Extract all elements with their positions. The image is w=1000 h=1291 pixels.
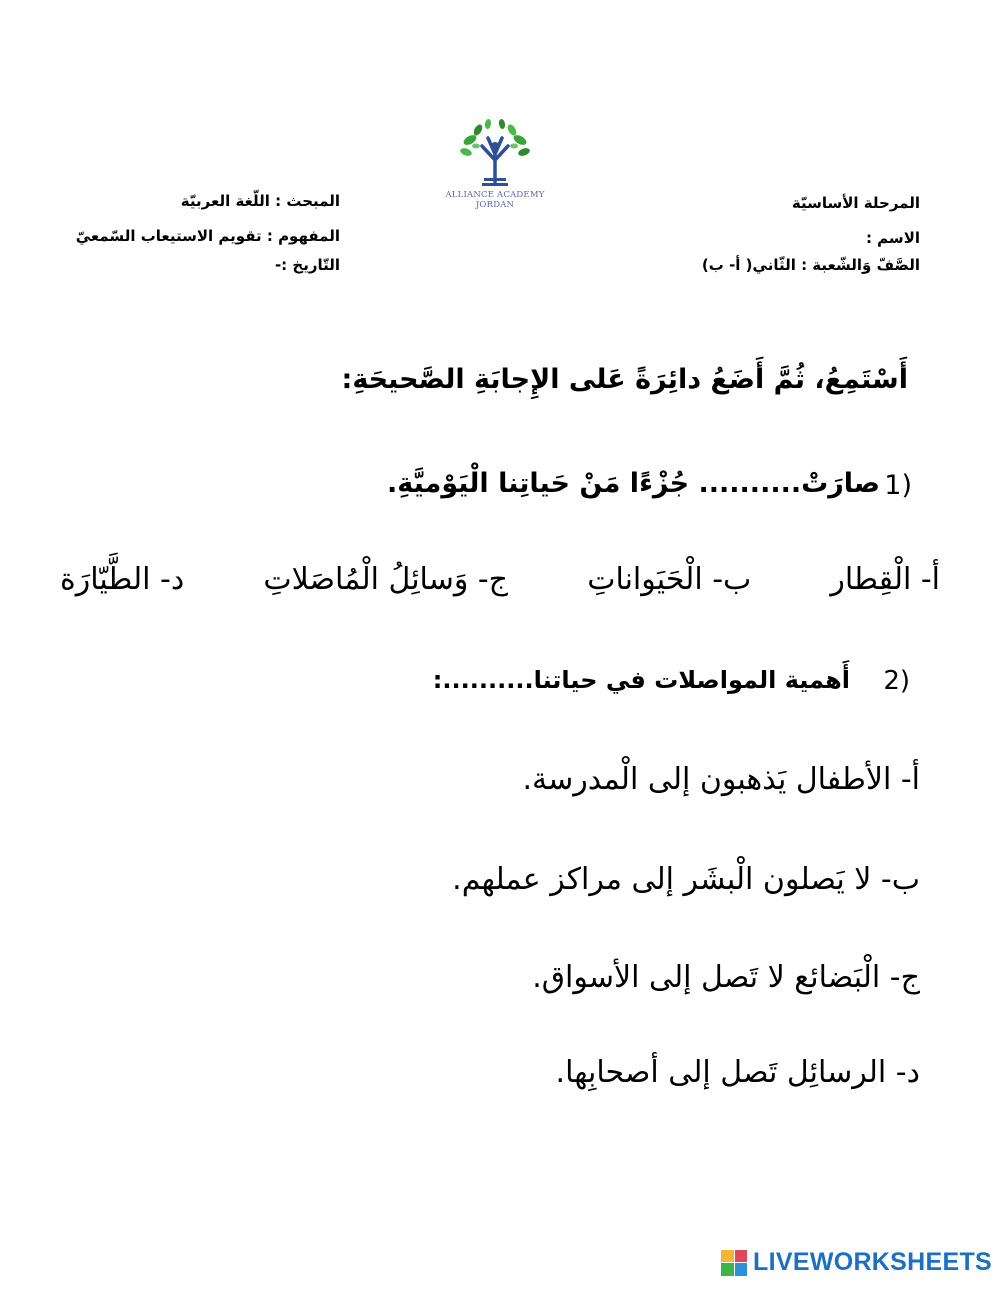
q2-option-b[interactable]: ب- لا يَصلون الْبشَر إلى مراكز عملهم.	[452, 862, 920, 897]
date-label: التّاريخ :-	[274, 256, 340, 274]
icon-square-bl	[721, 1263, 734, 1276]
q1-option-a[interactable]: أ- الْقِطار	[830, 562, 940, 597]
question-2-text: أَهمية المواصلات في حياتنا..........:	[432, 666, 850, 694]
name-label: الاسم :	[865, 229, 920, 247]
concept-label: المفهوم : تقويم الاستيعاب السّمعيّ	[75, 227, 340, 245]
logo-caption	[440, 190, 550, 210]
logo-caption-line2: JORDAN	[475, 200, 515, 210]
class-section-label: الصَّفّ وَالشّعبة : الثّاني( أ- ب)	[701, 256, 920, 274]
q1-option-d[interactable]: د- الطَّيّارَة	[60, 562, 185, 597]
q1-option-c[interactable]: ج- وَسائِلُ الْمُاصَلاتِ	[263, 562, 509, 597]
q2-option-a[interactable]: أ- الأطفال يَذهبون إلى الْمدرسة.	[522, 762, 920, 797]
liveworksheets-icon	[721, 1250, 747, 1276]
q2-option-c[interactable]: ج- الْبَضائع لا تَصل إلى الأسواق.	[532, 960, 920, 995]
question-1-number: 1)	[884, 470, 912, 501]
stage-label: المرحلة الأساسيّة	[791, 194, 920, 212]
subject-label: المبحث : اللّغة العربيّة	[180, 192, 340, 210]
logo-caption-line1: ALLIANCE ACADEMY	[445, 190, 545, 200]
q1-option-b[interactable]: ب- الْحَيَواناتِ	[587, 562, 752, 597]
icon-square-tl	[721, 1250, 734, 1263]
q2-option-d[interactable]: د- الرسائِل تَصل إلى أصحابِها.	[555, 1055, 920, 1090]
question-2-number: 2)	[883, 666, 910, 696]
question-1-options	[60, 562, 940, 597]
liveworksheets-footer	[721, 1248, 992, 1277]
icon-square-br	[735, 1263, 748, 1276]
question-1-text: صارَتْ.......... جُزْءًا مَنْ حَياتِنا الْيَوْميَّةِ.	[386, 468, 880, 499]
instruction-text: أَسْتَمِعُ، ثُمَّ أَضَعُ دائِرَةً عَلى الإِجابَةِ الصَّحيحَةِ:	[341, 364, 908, 395]
liveworksheets-brand: LIVEWORKSHEETS	[753, 1248, 992, 1276]
icon-square-tr	[735, 1250, 748, 1263]
